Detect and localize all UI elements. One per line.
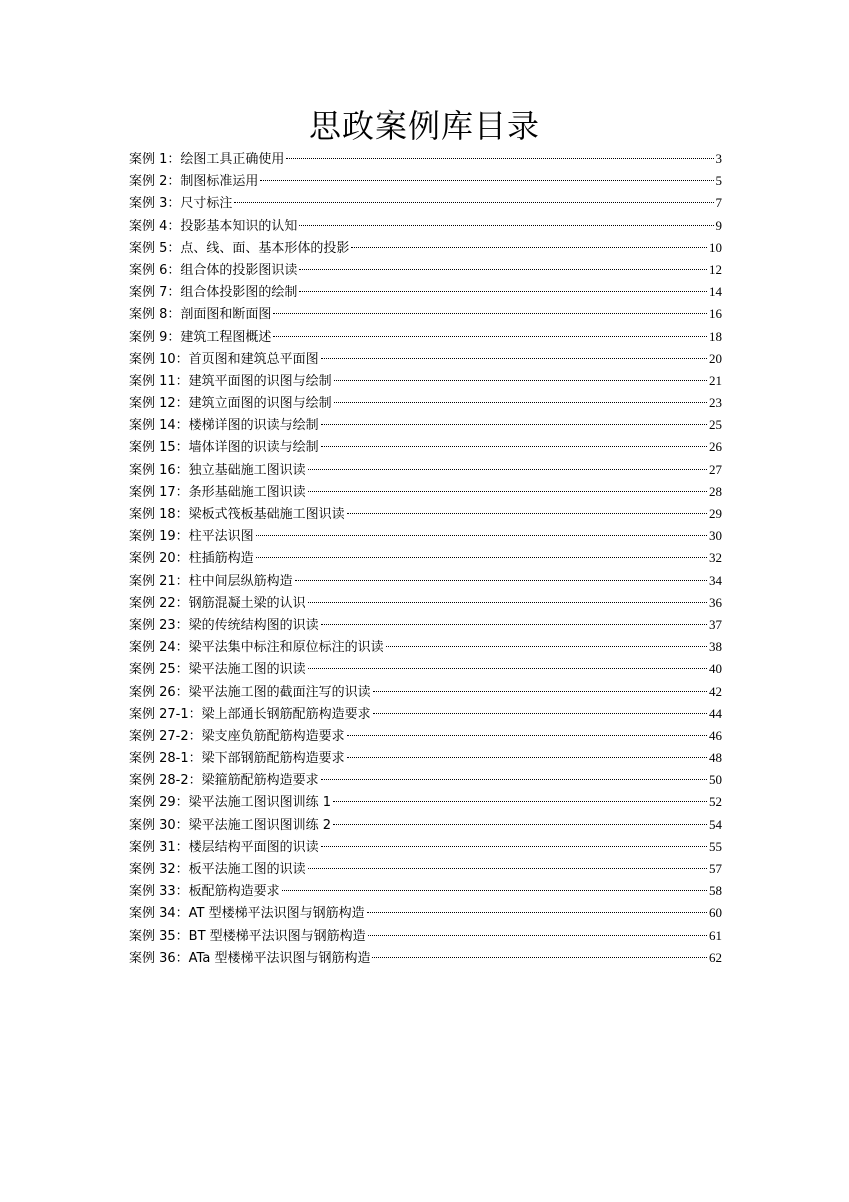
toc-entry-label: 案例 9：建筑工程图概述	[129, 329, 272, 345]
toc-entry-page-number: 5	[715, 173, 722, 189]
toc-entry[interactable]	[129, 658, 722, 680]
toc-dot-leader	[256, 535, 707, 536]
toc-dot-leader	[334, 402, 707, 403]
toc-entry-page-number: 36	[709, 594, 722, 610]
toc-entry-page-number: 44	[709, 705, 722, 721]
toc-entry-label: 案例 31：楼层结构平面图的识读	[129, 839, 319, 855]
toc-entry[interactable]	[129, 370, 722, 392]
toc-dot-leader	[299, 291, 707, 292]
toc-entry-page-number: 32	[709, 550, 722, 566]
toc-dot-leader	[367, 912, 707, 913]
toc-dot-leader	[282, 890, 707, 891]
toc-entry[interactable]	[129, 725, 722, 747]
toc-entry[interactable]	[129, 570, 722, 592]
toc-entry-page-number: 16	[709, 306, 722, 322]
toc-entry[interactable]	[129, 902, 722, 924]
toc-entry[interactable]	[129, 636, 722, 658]
toc-entry-page-number: 50	[709, 772, 722, 788]
toc-dot-leader	[286, 158, 713, 159]
toc-dot-leader	[273, 336, 707, 337]
toc-entry-label: 案例 1：绘图工具正确使用	[129, 152, 285, 167]
toc-dot-leader	[260, 180, 713, 181]
toc-entry[interactable]	[129, 414, 722, 436]
toc-entry-page-number: 14	[709, 284, 722, 300]
toc-entry[interactable]	[129, 503, 722, 525]
toc-entry-label: 案例 18：梁板式筏板基础施工图识读	[129, 507, 345, 522]
toc-entry-label: 案例 27-1：梁上部通长钢筋配筋构造要求	[129, 706, 371, 722]
toc-entry[interactable]	[129, 858, 722, 880]
toc-entry[interactable]	[129, 836, 722, 858]
toc-entry[interactable]	[129, 303, 722, 325]
toc-entry-label: 案例 35：BT 型楼梯平法识图与钢筋构造	[129, 928, 366, 944]
toc-entry-page-number: 58	[709, 883, 722, 899]
toc-entry[interactable]	[129, 237, 722, 259]
toc-dot-leader	[299, 269, 707, 270]
toc-entry-page-number: 48	[709, 750, 722, 766]
toc-entry-page-number: 18	[709, 328, 722, 344]
toc-entry-label: 案例 6：组合体的投影图识读	[129, 262, 298, 278]
toc-entry-label: 案例 7：组合体投影图的绘制	[129, 285, 298, 301]
toc-dot-leader	[321, 846, 707, 847]
page-title: 思政案例库目录	[308, 107, 540, 145]
toc-entry-label: 案例 36：ATa 型楼梯平法识图与钢筋构造	[129, 950, 371, 966]
toc-entry-page-number: 27	[709, 461, 722, 477]
toc-dot-leader	[308, 491, 707, 492]
toc-entry[interactable]	[129, 459, 722, 481]
toc-entry-page-number: 55	[709, 838, 722, 854]
toc-entry-label: 案例 28-2：梁箍筋配筋构造要求	[129, 773, 319, 789]
toc-entry[interactable]	[129, 547, 722, 569]
toc-entry-page-number: 57	[709, 861, 722, 876]
toc-entry-page-number: 40	[709, 661, 722, 677]
toc-entry-page-number: 7	[715, 195, 722, 211]
toc-entry[interactable]	[129, 259, 722, 281]
toc-entry[interactable]	[129, 326, 722, 348]
toc-dot-leader	[308, 868, 707, 869]
toc-dot-leader	[273, 313, 707, 314]
toc-entry-label: 案例 34：AT 型楼梯平法识图与钢筋构造	[129, 906, 365, 922]
toc-entry-label: 案例 24：梁平法集中标注和原位标注的识读	[129, 640, 384, 656]
toc-entry[interactable]	[129, 436, 722, 458]
toc-dot-leader	[386, 646, 707, 647]
toc-dot-leader	[321, 424, 707, 425]
toc-entry-page-number: 38	[709, 639, 722, 655]
toc-entry[interactable]	[129, 170, 722, 192]
toc-dot-leader	[234, 202, 713, 203]
toc-entry-label: 案例 2：制图标准运用	[129, 174, 259, 190]
toc-entry-label: 案例 32：板平法施工图的识读	[129, 862, 306, 877]
toc-entry[interactable]	[129, 392, 722, 414]
toc-entry-label: 案例 21：柱中间层纵筋构造	[129, 573, 293, 589]
toc-entry-page-number: 28	[709, 483, 722, 499]
toc-entry[interactable]	[129, 192, 722, 214]
toc-entry-label: 案例 23：梁的传统结构图的识读	[129, 617, 319, 633]
toc-entry[interactable]	[129, 703, 722, 725]
toc-entry[interactable]	[129, 925, 722, 947]
toc-entry-label: 案例 29：梁平法施工图识图训练 1	[129, 795, 332, 811]
toc-entry[interactable]	[129, 947, 722, 969]
toc-entry-page-number: 29	[709, 506, 722, 521]
toc-entry-label: 案例 33：板配筋构造要求	[129, 884, 280, 900]
toc-entry-label: 案例 16：独立基础施工图识读	[129, 462, 306, 478]
toc-dot-leader	[256, 557, 707, 558]
toc-dot-leader	[321, 624, 707, 625]
toc-entry-label: 案例 3：尺寸标注	[129, 196, 233, 212]
toc-entry-page-number: 52	[709, 794, 722, 810]
toc-dot-leader	[321, 779, 707, 780]
toc-dot-leader	[372, 957, 707, 958]
toc-entry-label: 案例 11：建筑平面图的识图与绘制	[129, 373, 332, 389]
toc-entry-page-number: 54	[709, 816, 722, 832]
toc-entry-page-number: 3	[715, 151, 722, 166]
toc-entry-label: 案例 30：梁平法施工图识图训练 2	[129, 817, 332, 833]
toc-entry[interactable]	[129, 614, 722, 636]
toc-entry[interactable]	[129, 791, 722, 813]
toc-entry[interactable]	[129, 215, 722, 237]
toc-dot-leader	[333, 801, 707, 802]
toc-entry-page-number: 10	[709, 239, 722, 255]
toc-entry-label: 案例 12：建筑立面图的识图与绘制	[129, 396, 332, 412]
toc-entry-label: 案例 27-2：梁支座负筋配筋构造要求	[129, 728, 345, 744]
toc-entry-label: 案例 19：柱平法识图	[129, 529, 254, 545]
toc-dot-leader	[308, 602, 707, 603]
toc-entry[interactable]	[129, 681, 722, 703]
toc-entry-page-number: 26	[709, 439, 722, 455]
toc-dot-leader	[308, 668, 707, 669]
toc-entry-page-number: 62	[709, 949, 722, 965]
toc-entry-label: 案例 17：条形基础施工图识读	[129, 484, 306, 500]
toc-dot-leader	[373, 713, 707, 714]
toc-entry[interactable]	[129, 281, 722, 303]
toc-entry-label: 案例 20：柱插筋构造	[129, 551, 254, 567]
toc-entry-page-number: 20	[709, 350, 722, 366]
toc-entry-label: 案例 28-1：梁下部钢筋配筋构造要求	[129, 751, 345, 767]
table-of-contents	[129, 148, 722, 969]
toc-dot-leader	[299, 225, 713, 226]
toc-entry-label: 案例 4：投影基本知识的认知	[129, 218, 298, 234]
toc-entry-page-number: 37	[709, 616, 722, 632]
toc-entry-label: 案例 10：首页图和建筑总平面图	[129, 351, 319, 367]
toc-entry[interactable]	[129, 592, 722, 614]
toc-entry-label: 案例 8：剖面图和断面图	[129, 307, 272, 323]
toc-dot-leader	[347, 735, 707, 736]
toc-entry[interactable]	[129, 348, 722, 370]
toc-entry-page-number: 46	[709, 727, 722, 743]
toc-entry-page-number: 42	[709, 683, 722, 699]
toc-dot-leader	[351, 247, 707, 248]
toc-dot-leader	[334, 380, 707, 381]
toc-dot-leader	[368, 935, 707, 936]
toc-entry-label: 案例 25：梁平法施工图的识读	[129, 662, 306, 678]
toc-dot-leader	[295, 580, 707, 581]
toc-entry[interactable]	[129, 814, 722, 836]
toc-entry[interactable]	[129, 769, 722, 791]
toc-entry-page-number: 30	[709, 528, 722, 544]
toc-entry-label: 案例 22：钢筋混凝土梁的认识	[129, 595, 306, 611]
toc-entry[interactable]	[129, 481, 722, 503]
toc-dot-leader	[333, 824, 707, 825]
toc-entry-page-number: 25	[709, 417, 722, 433]
toc-entry[interactable]	[129, 747, 722, 769]
toc-entry-page-number: 34	[709, 572, 722, 588]
toc-entry[interactable]	[129, 880, 722, 902]
toc-entry-page-number: 23	[709, 395, 722, 411]
toc-dot-leader	[347, 757, 707, 758]
toc-dot-leader	[321, 358, 707, 359]
toc-entry-label: 案例 26：梁平法施工图的截面注写的识读	[129, 684, 371, 700]
toc-entry[interactable]	[129, 148, 722, 170]
toc-dot-leader	[308, 469, 707, 470]
toc-entry-label: 案例 15：墙体详图的识读与绘制	[129, 440, 319, 456]
toc-entry-label: 案例 5：点、线、面、基本形体的投影	[129, 240, 350, 256]
toc-dot-leader	[347, 513, 707, 514]
toc-dot-leader	[373, 691, 707, 692]
toc-entry-page-number: 9	[715, 217, 722, 233]
toc-entry-page-number: 12	[709, 261, 722, 277]
toc-entry-page-number: 21	[709, 372, 722, 388]
toc-entry-page-number: 60	[709, 905, 722, 921]
toc-dot-leader	[321, 446, 707, 447]
toc-entry[interactable]	[129, 525, 722, 547]
toc-entry-page-number: 61	[709, 927, 722, 943]
toc-entry-label: 案例 14：楼梯详图的识读与绘制	[129, 418, 319, 434]
